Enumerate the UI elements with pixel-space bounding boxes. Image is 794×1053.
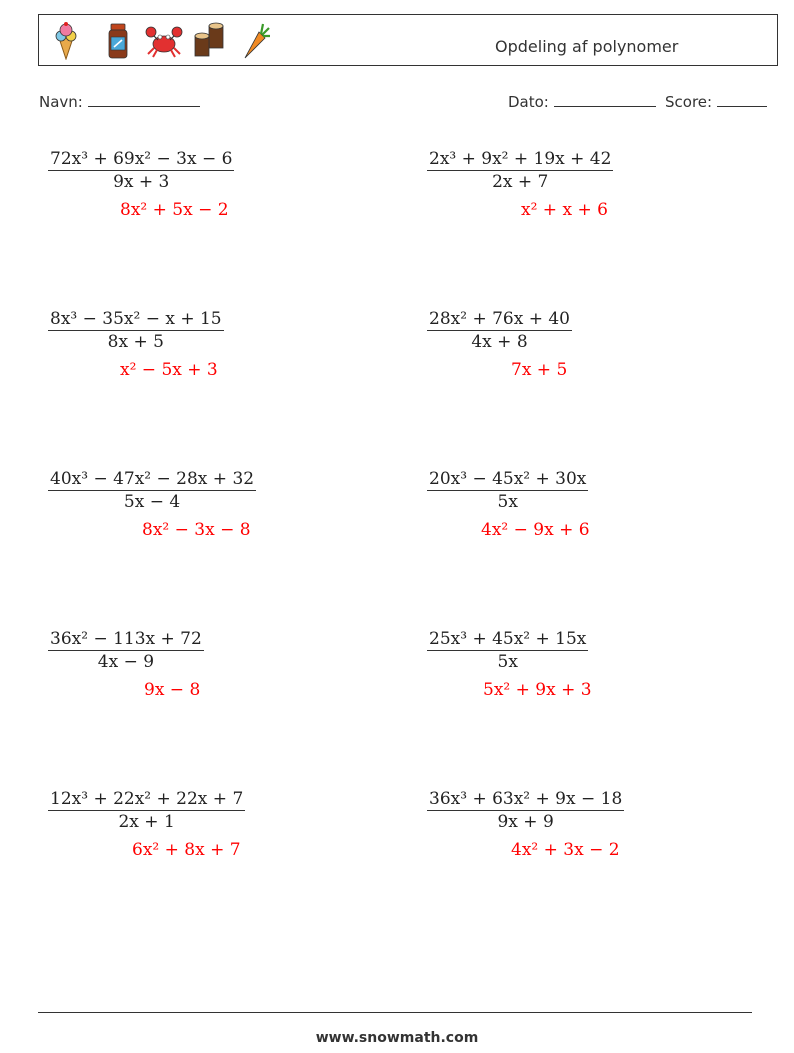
- fraction: [427, 468, 588, 513]
- name-blank[interactable]: [88, 92, 200, 107]
- fraction: [427, 148, 613, 193]
- name-field: [39, 92, 200, 111]
- numerator: 12x³ + 22x² + 22x + 7: [50, 789, 244, 809]
- fraction: [48, 788, 245, 833]
- denominator: 9x + 3: [113, 172, 170, 192]
- fraction: [48, 468, 256, 513]
- fraction: [48, 308, 224, 353]
- numerator: 20x³ − 45x² + 30x: [429, 469, 587, 489]
- numerator: 25x³ + 45x² + 15x: [429, 629, 587, 649]
- denominator: 9x + 9: [497, 812, 554, 832]
- fraction: [427, 308, 572, 353]
- answer: x² + x + 6: [521, 200, 608, 220]
- answer: 9x − 8: [144, 680, 201, 700]
- ice-cream-icon: [53, 22, 79, 60]
- score-field: [665, 92, 767, 111]
- name-label: Navn:: [39, 93, 83, 111]
- numerator: 2x³ + 9x² + 19x + 42: [429, 149, 612, 169]
- numerator: 40x³ − 47x² − 28x + 32: [50, 469, 255, 489]
- numerator: 28x² + 76x + 40: [429, 309, 570, 329]
- answer: 4x² − 9x + 6: [481, 520, 590, 540]
- date-field: [508, 92, 656, 111]
- numerator: 8x³ − 35x² − x + 15: [50, 309, 222, 329]
- numerator: 72x³ + 69x² − 3x − 6: [50, 149, 233, 169]
- answer: 7x + 5: [511, 360, 568, 380]
- worksheet-title: Opdeling af polynomer: [495, 37, 679, 56]
- answer: 4x² + 3x − 2: [511, 840, 620, 860]
- score-label: Score:: [665, 93, 713, 111]
- denominator: 4x − 9: [97, 652, 155, 672]
- footer-divider: [38, 1012, 752, 1013]
- fraction: [427, 788, 624, 833]
- footer-url[interactable]: www.snowmath.com: [315, 1030, 479, 1046]
- numerator: 36x³ + 63x² + 9x − 18: [429, 789, 623, 809]
- denominator: 5x: [497, 652, 518, 672]
- fraction: [427, 628, 588, 673]
- answer: 8x² + 5x − 2: [120, 200, 229, 220]
- date-label: Dato:: [508, 93, 549, 111]
- worksheet-header: [38, 14, 778, 66]
- answer: x² − 5x + 3: [120, 360, 218, 380]
- carrot-icon: [241, 22, 271, 60]
- denominator: 8x + 5: [107, 332, 164, 352]
- denominator: 2x + 7: [492, 172, 549, 192]
- denominator: 4x + 8: [471, 332, 528, 352]
- jar-icon: [107, 22, 129, 60]
- date-blank[interactable]: [554, 92, 656, 107]
- fraction: [48, 628, 204, 673]
- answer: 6x² + 8x + 7: [132, 840, 241, 860]
- fraction: [48, 148, 234, 193]
- answer: 8x² − 3x − 8: [142, 520, 251, 540]
- logs-icon: [193, 22, 227, 60]
- answer: 5x² + 9x + 3: [483, 680, 592, 700]
- numerator: 36x² − 113x + 72: [50, 629, 202, 649]
- score-blank[interactable]: [717, 92, 767, 107]
- denominator: 2x + 1: [118, 812, 175, 832]
- denominator: 5x: [497, 492, 518, 512]
- denominator: 5x − 4: [123, 492, 181, 512]
- crab-icon: [145, 22, 183, 60]
